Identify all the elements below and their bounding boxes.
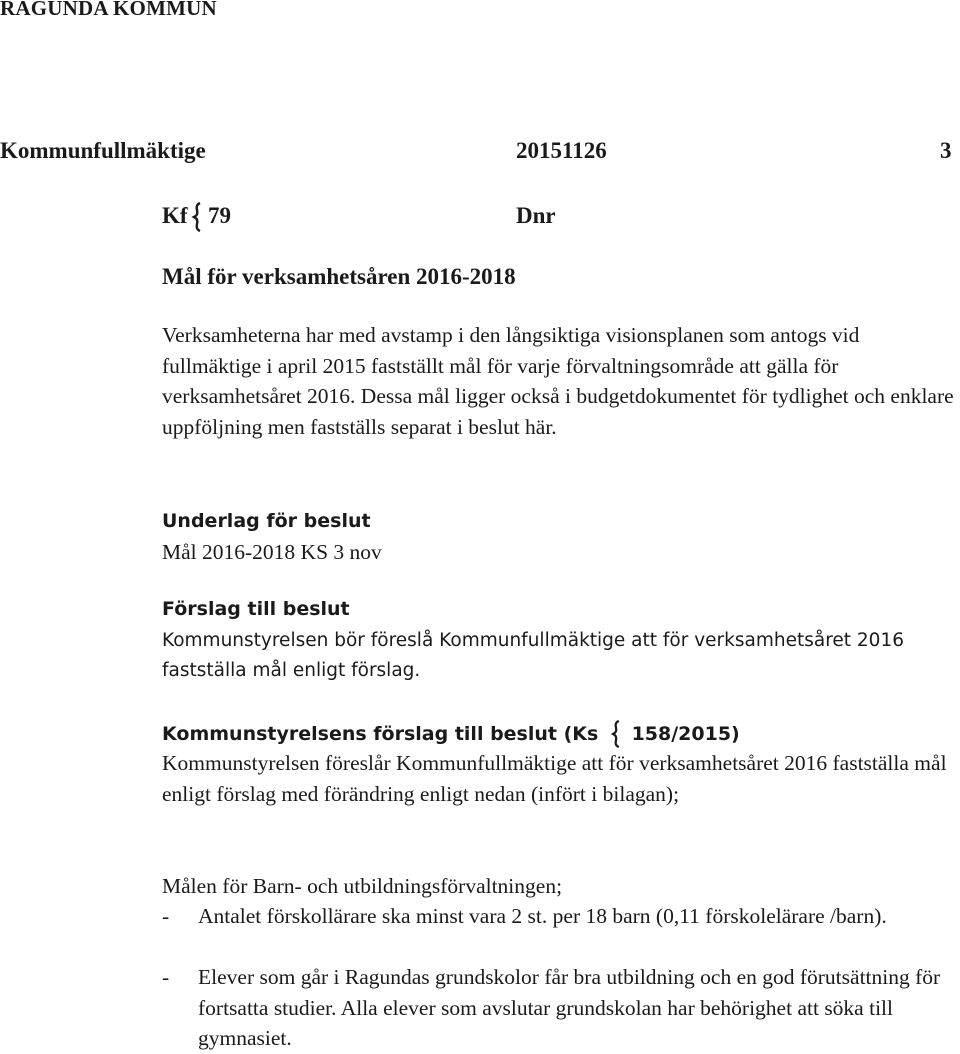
section-sign-icon	[188, 201, 204, 233]
list-bullet: -	[162, 904, 170, 928]
list-item	[162, 901, 958, 932]
list-item-text: Elever som går i Ragundas grundskolor får bra utbildning och en god förutsättning för fortsatta studier. Alla elever som avslutar grundskolan har behörighet att söka till gymnasiet.	[198, 965, 941, 1050]
organization-name: RAGUNDA KOMMUN	[0, 0, 217, 20]
section-number: 79	[208, 203, 231, 228]
dnr-label: Dnr	[516, 203, 556, 228]
page-number: 3	[940, 138, 952, 163]
proposal-text: Kommunstyrelsen bör föreslå Kommunfullmäktige att för verksamhetsåret 2016 fastställa mål enligt förslag.	[162, 630, 904, 681]
section-label: Kf	[162, 203, 188, 228]
ks-heading-suffix: 158/2015)	[631, 723, 740, 745]
document-title: Mål för verksamhetsåren 2016-2018	[162, 264, 516, 289]
ks-proposal-heading	[162, 719, 740, 749]
basis-text: Mål 2016-2018 KS 3 nov	[162, 540, 382, 564]
assembly-name: Kommunfullmäktige	[0, 138, 206, 163]
proposal-heading: Förslag till beslut	[162, 598, 350, 620]
section-sign-icon	[607, 719, 623, 749]
ks-proposal-text: Kommunstyrelsen föreslår Kommunfullmäktige att för verksamhetsåret 2016 fastställa mål enligt förslag med förändring enligt nedan (infört i bilagan);	[162, 751, 947, 806]
list-bullet: -	[162, 965, 170, 989]
goals-intro: Målen för Barn- och utbildningsförvaltningen;	[162, 874, 563, 898]
list-item	[162, 962, 958, 1054]
list-item-text: Antalet förskollärare ska minst vara 2 st. per 18 barn (0,11 förskolelärare /barn).	[198, 904, 887, 928]
intro-paragraph: Verksamheterna har med avstamp i den långsiktiga visionsplanen som antogs vid fullmäktige i april 2015 fastställt mål för varje förvaltningsområde att gälla för verksamhetsåret 2016. Dessa mål ligger också i budgetdokumentet för tydlighet och enklare uppföljning men fastställs separat i beslut här.	[162, 323, 954, 439]
basis-heading: Underlag för beslut	[162, 510, 371, 532]
meeting-date: 20151126	[516, 138, 607, 163]
ks-heading-prefix: Kommunstyrelsens förslag till beslut (Ks	[162, 723, 599, 745]
